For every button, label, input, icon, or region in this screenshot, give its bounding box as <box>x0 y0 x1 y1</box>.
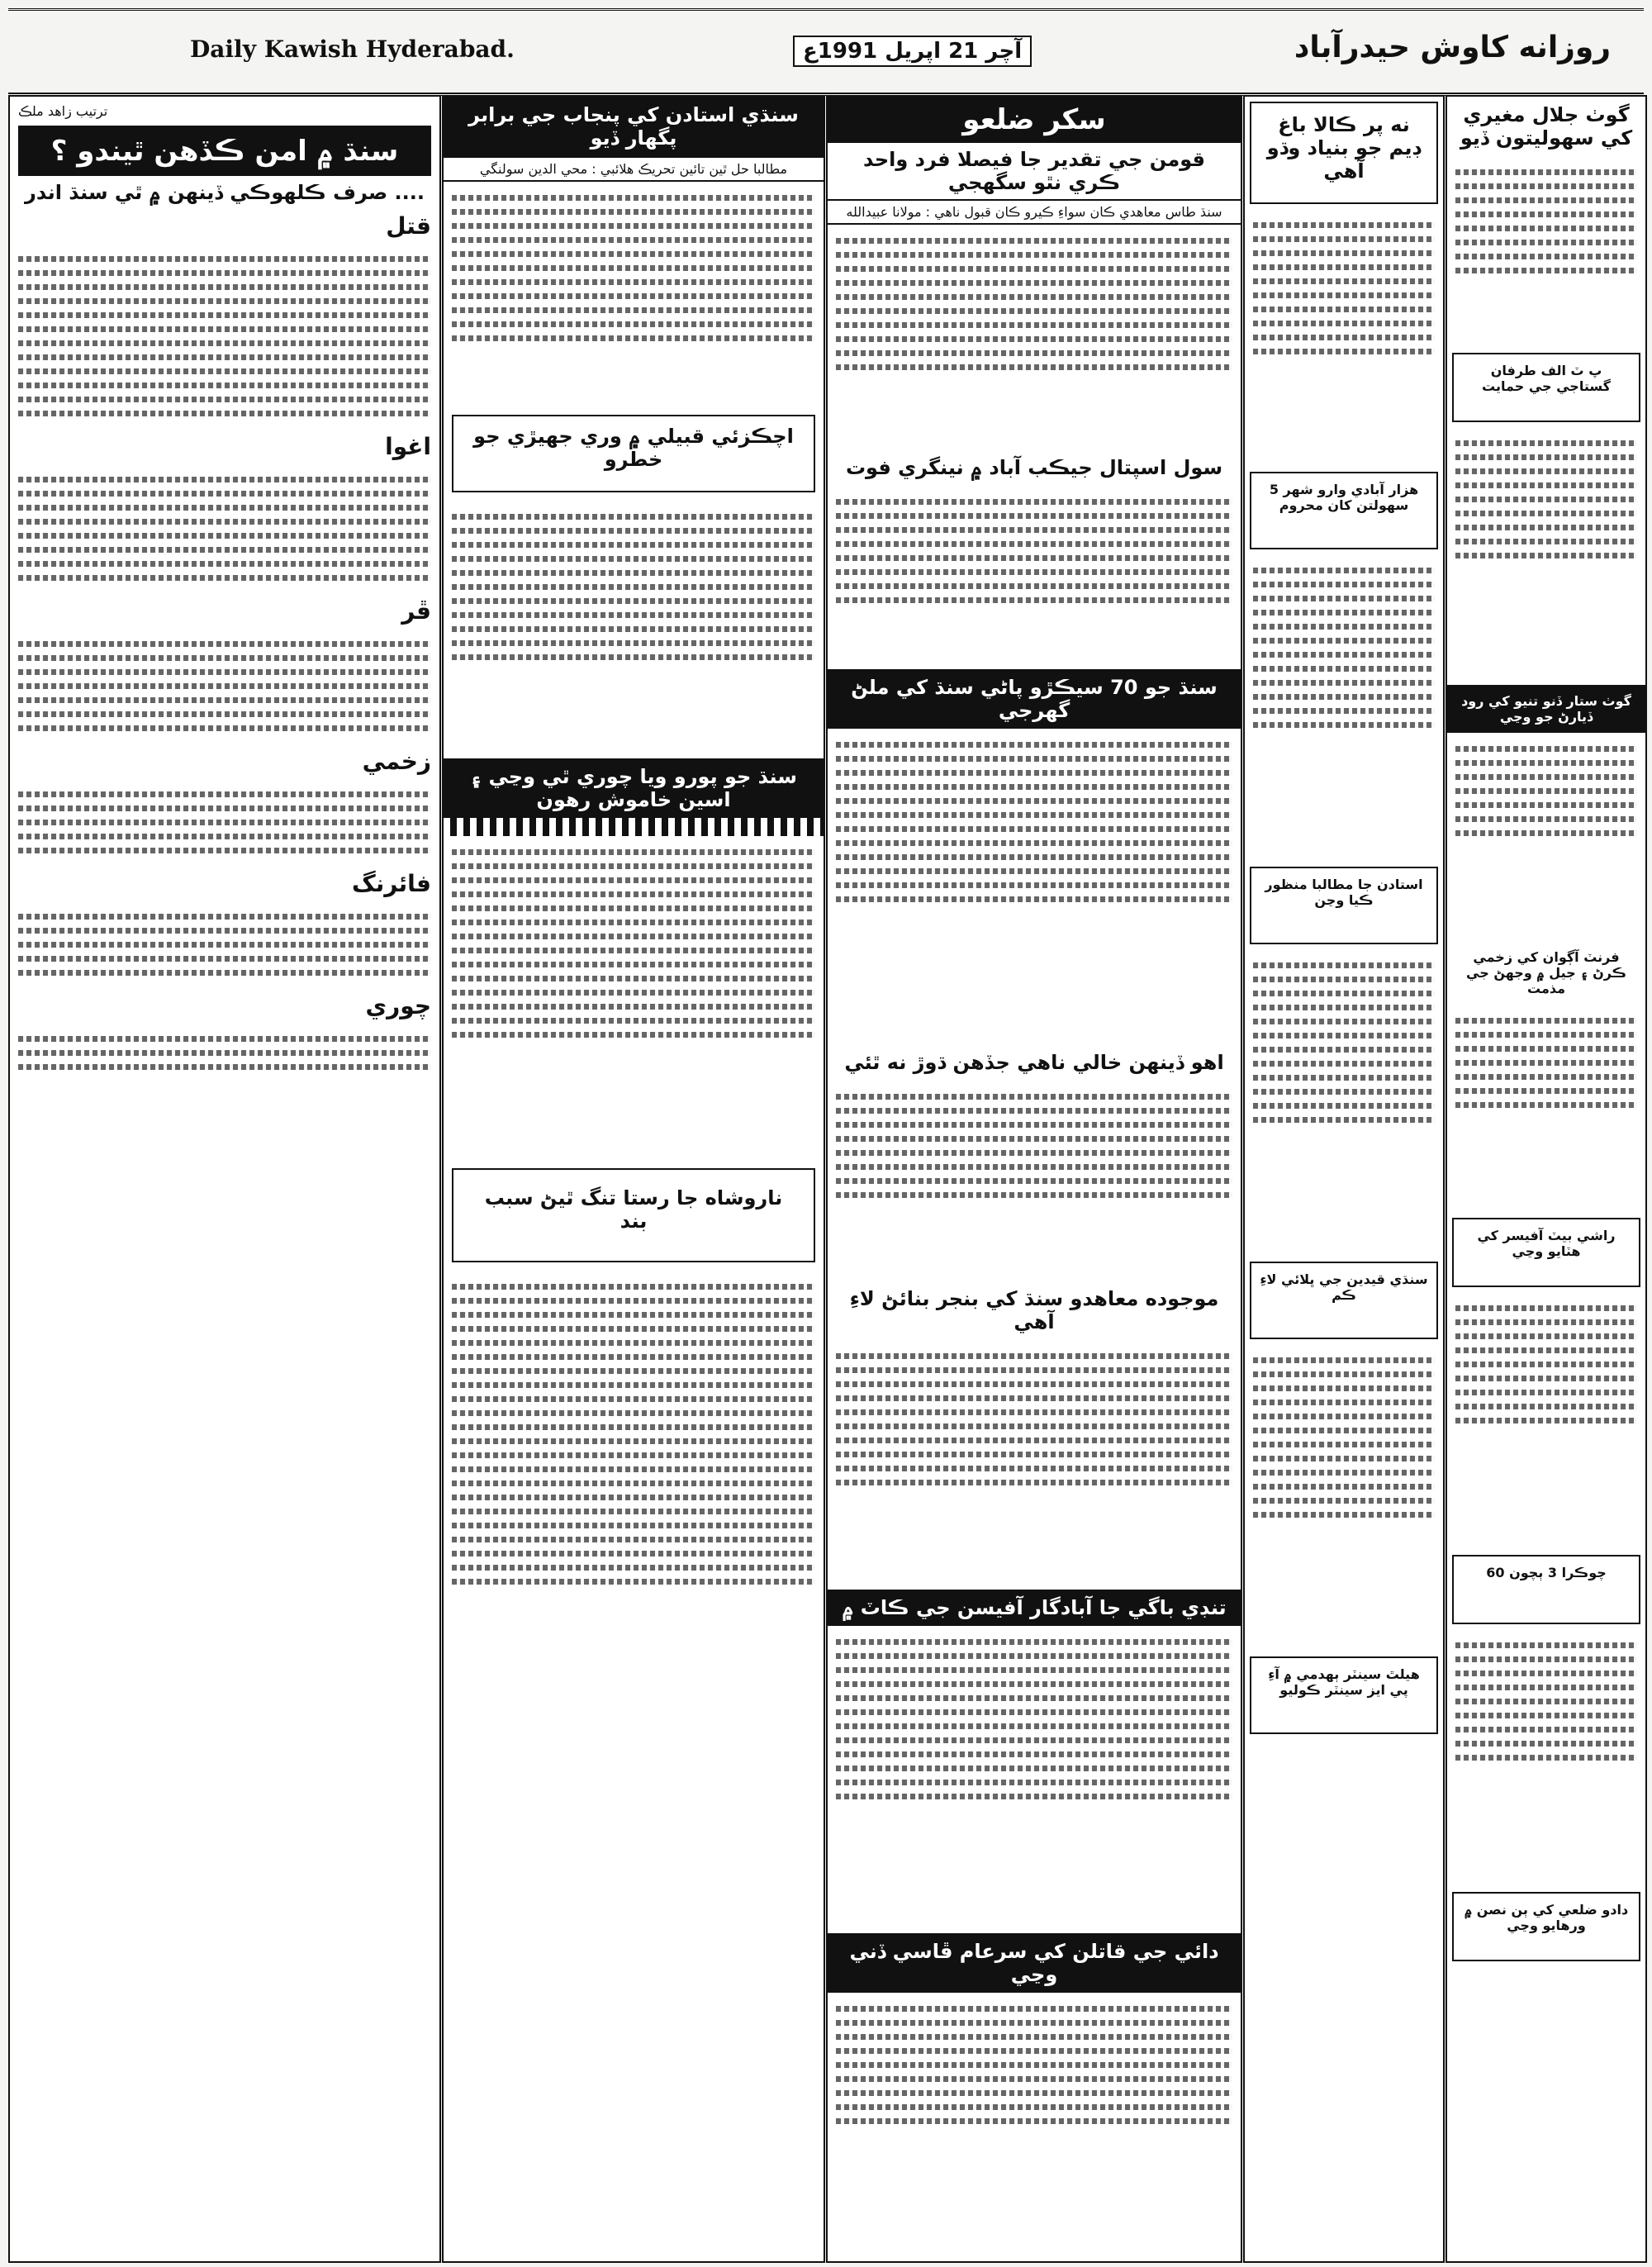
headline-5: اهو ڏينهن خالي ناهي جڏهن ڌوڙ نه ٿئي <box>844 1051 1224 1074</box>
center-inset-1-title: اچڪزئي قبيلي ۾ وري جهيڙي جو خطرو <box>473 425 794 471</box>
headline-7: تنڊي باگي جا آبادگار آفيسن جي ڪاٽ ۾ <box>828 1590 1241 1626</box>
center-main-column <box>826 95 1242 2263</box>
headline-2-sub: قومن جي تقدير جا فيصلا فرد واحد ڪري نٿو سگهجي <box>863 148 1205 194</box>
left-credit: ترتيب زاهد ملڪ <box>18 103 108 119</box>
masthead <box>8 8 1644 96</box>
headline-3: سول اسپتال جيڪب آباد ۾ نينگري فوت <box>845 456 1223 479</box>
headline-4: سنڌ جو 70 سيڪڙو پاڻي سنڌ کي ملڻ گهرجي <box>828 669 1241 729</box>
masthead-english: Daily Kawish Hyderabad. <box>190 36 515 63</box>
misc-box-4 <box>1250 1262 1438 1339</box>
center-inset-1 <box>452 415 815 492</box>
qatl-lines <box>10 243 439 430</box>
left-subtitle: صرف ڪلهوڪي ڏينهن ۾ ٿي سنڌ اندر .... <box>25 181 425 204</box>
misc-box-1 <box>1250 102 1438 204</box>
left-column <box>8 95 441 2263</box>
masthead-urdu: روزانه کاوش حيدرآباد <box>1294 31 1611 64</box>
center-left-column <box>442 95 825 2263</box>
left-title: سنڌ ۾ امن ڪڏهن ٿيندو ؟ <box>18 126 431 176</box>
headline-1: سنڌي استادن کي پنجاب جي برابر پگهار ڏيو <box>444 97 824 156</box>
headline-12: سنڌ جو پورو ويا چوري ٿي وڃي ۽ اسين خاموش رهون <box>444 758 824 818</box>
masthead-date: آچر 21 اپريل 1991ع <box>793 36 1032 67</box>
headline-1-sub: مطالبا حل ٿين تائين تحريڪ هلائبي : محي الدين سولنگي <box>444 156 824 182</box>
section-chori: چوري <box>365 992 431 1019</box>
center-inset-2-title: ناروشاه جا رستا تنگ ٿيڻ سبب بند <box>484 1186 783 1233</box>
misc-box-2 <box>1250 472 1438 549</box>
headline-8: دائي جي قاتلن کي سرعام ڦاسي ڏني وڃي <box>828 1933 1241 1993</box>
section-zakhmi: زخمي <box>362 748 431 775</box>
headline-2: سکر ضلعو <box>828 97 1241 143</box>
right-4: فرنٽ آڳوان کي زخمي ڪرڻ ۽ جيل ۾ وجهڻ جي مذمت <box>1466 949 1626 996</box>
decorative-pattern <box>444 818 824 836</box>
misc-box-3-title: استادن جا مطالبا منظور ڪيا وڃن <box>1265 877 1423 908</box>
right-5: راشي بيٽ آفيسر کي هٽايو وڃي <box>1477 1228 1616 1259</box>
right-box-7 <box>1452 1892 1640 1961</box>
misc-box-3 <box>1250 867 1438 944</box>
right-box-2 <box>1452 353 1640 422</box>
right-2: پ ٽ الف طرفان گستاجي جي حمايت <box>1482 363 1611 394</box>
right-center-column <box>1243 95 1445 2263</box>
misc-box-2-title: 5 هزار آبادي وارو شهر سهولتن کان محروم <box>1269 482 1419 513</box>
misc-box-5 <box>1250 1656 1438 1734</box>
right-box-5 <box>1452 1218 1640 1287</box>
right-column <box>1446 95 1647 2263</box>
right-3: گوٺ ستار ڏنو تنيو کي رود ڏيارڻ جو وڃي <box>1447 685 1645 733</box>
top-rule <box>8 93 1644 94</box>
right-6: 60 چوڪرا 3 ٻچون <box>1486 1565 1607 1580</box>
section-qatl: قتل <box>386 212 431 240</box>
headline-2-subb: سنڌ طاس معاهدي ڪان سواءِ ڪيرو ڪان قبول ناهي : مولانا عبيدالله <box>828 199 1241 225</box>
section-firing: فائرنگ <box>352 870 431 897</box>
section-aghwa: اغوا <box>385 433 431 460</box>
center-inset-2 <box>452 1168 815 1262</box>
misc-box-4-title: سنڌي قيدين جي ڀلائي لاءِ ڪم <box>1260 1271 1428 1303</box>
headline-6: موجوده معاهدو سنڌ کي بنجر بنائڻ لاءِ آهي <box>849 1287 1219 1333</box>
misc-box-5-title: هيلٿ سينٽر ٻهدمي ۾ آءِ پي ايز سينٽر ڪوليو <box>1268 1666 1420 1698</box>
misc-box-1-title: نه پر ڪالا باغ ڊيم جو بنياد وڌو آهي <box>1266 113 1422 183</box>
right-7: دادو ضلعي کي ٻن نصن ۾ ورهايو وڃي <box>1464 1902 1629 1933</box>
right-box-6 <box>1452 1555 1640 1624</box>
section-phar: ڦر <box>401 597 431 625</box>
right-1: گوٺ جلال مغيري کي سهوليتون ڏيو <box>1460 103 1633 150</box>
